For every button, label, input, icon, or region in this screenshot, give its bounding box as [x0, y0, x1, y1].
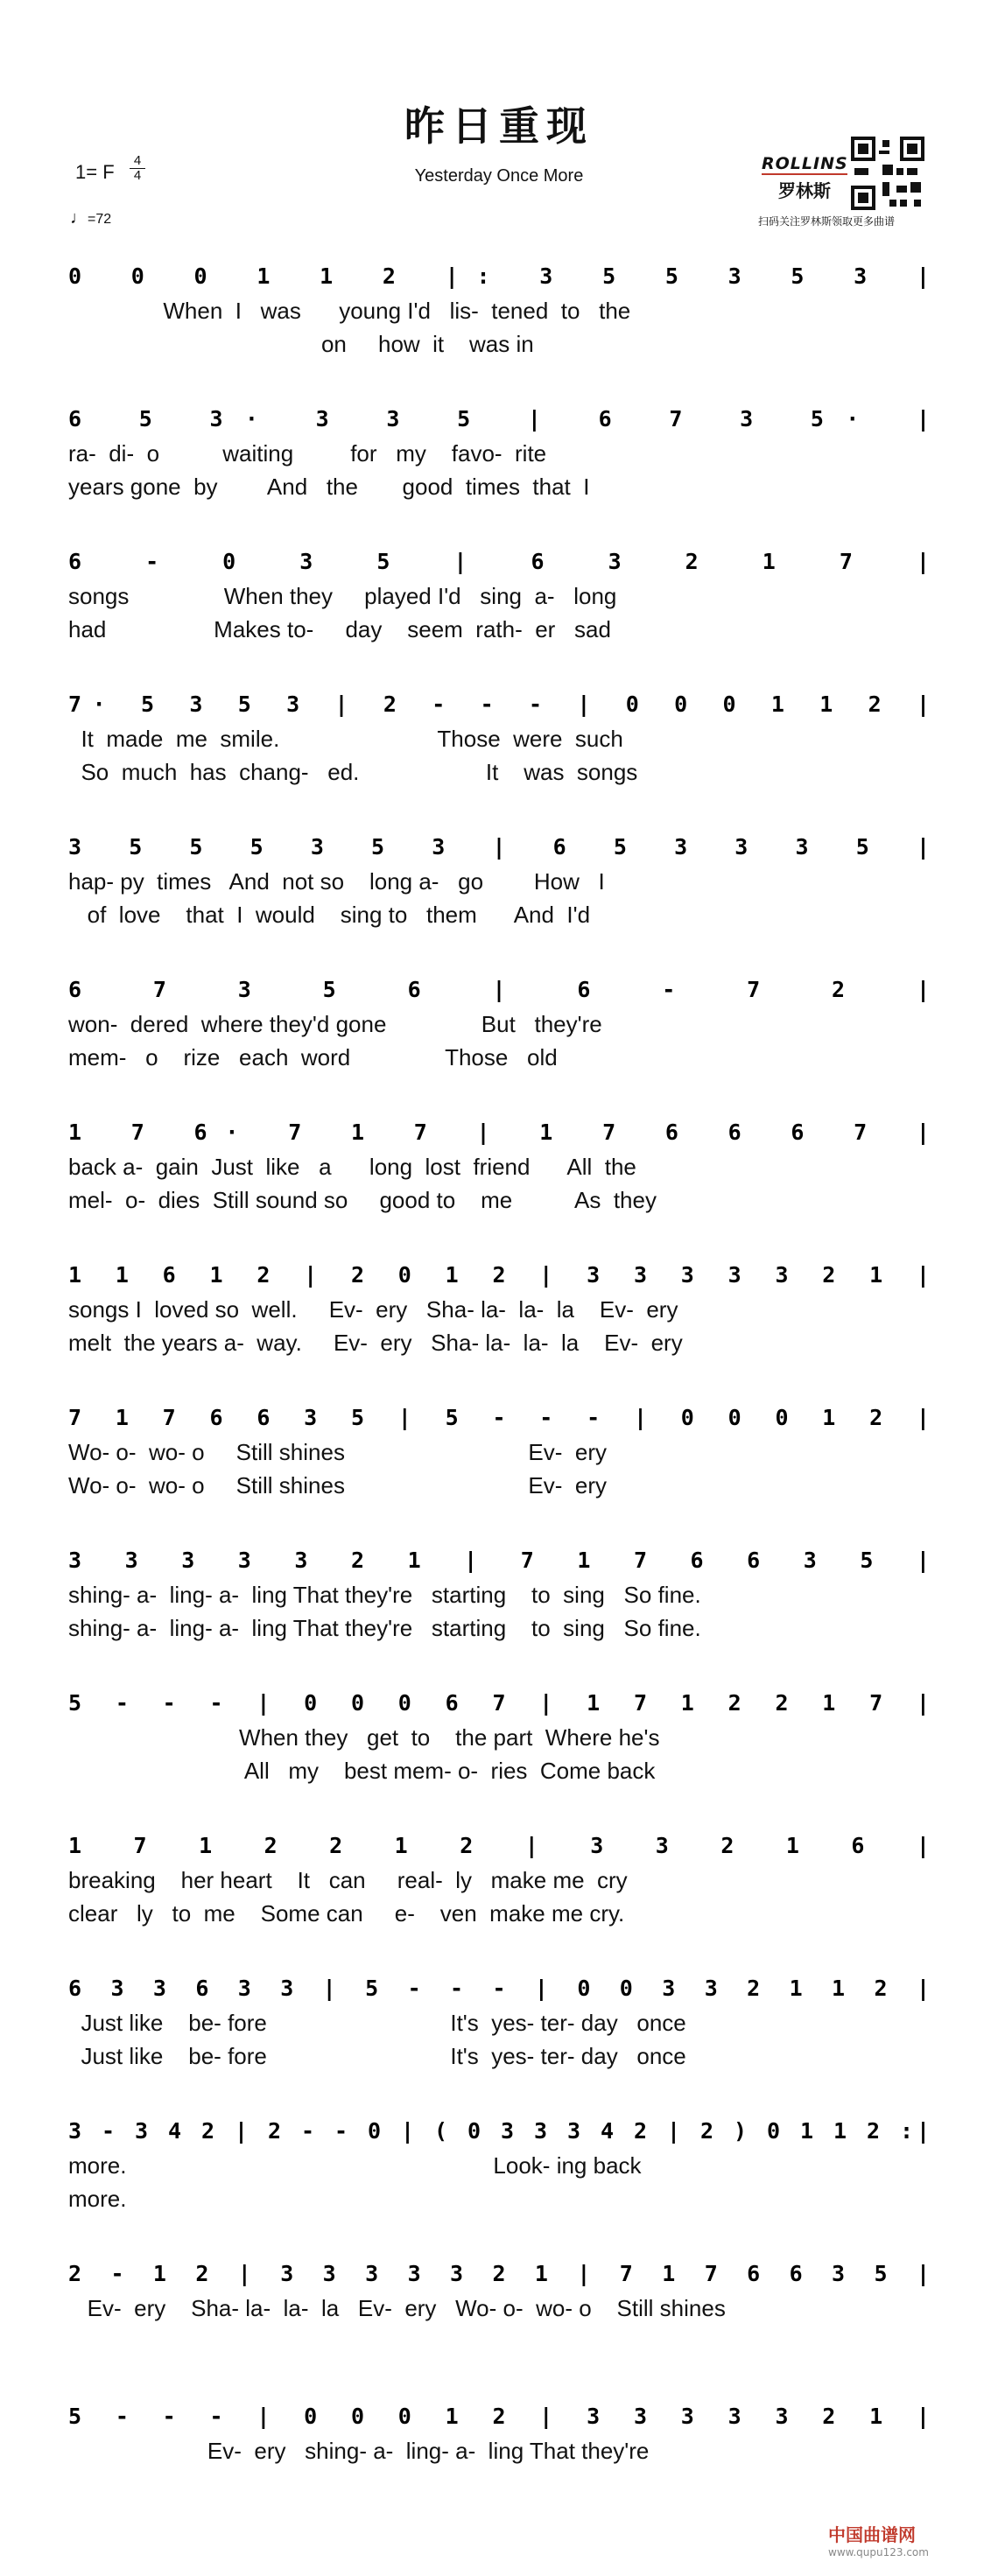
note-line — [68, 682, 930, 726]
lyric-verse-1: shing- a- ling- a- ling That they're starting to sing So fine. — [68, 1582, 701, 1608]
score-row — [68, 539, 930, 644]
note-line — [68, 2251, 930, 2295]
note-line — [68, 1110, 930, 1154]
jianpu-notes: 5 - - - | 0 0 0 1 2 | 3 3 3 3 3 2 1 | — [68, 2404, 930, 2429]
lyric-verse-1: won- dered where they'd gone But they're — [68, 1011, 602, 1037]
lyric-verse-1: more. Look- ing back — [68, 2152, 642, 2179]
time-signature — [130, 154, 145, 183]
lyric-verse-2: years gone by And the good times that I — [68, 474, 590, 500]
note-line — [68, 2109, 930, 2152]
note-line — [68, 397, 930, 440]
note-line — [68, 1253, 930, 1296]
tempo-value: =72 — [88, 212, 112, 227]
score-row — [68, 1966, 930, 2071]
song-title: 昨日重现 — [404, 102, 594, 150]
lyric-verse-2: on how it was in — [68, 331, 534, 357]
jianpu-notes: 6 3 3 6 3 3 | 5 - - - | 0 0 3 3 2 1 1 2 | — [68, 1976, 930, 2001]
song-subtitle: Yesterday Once More — [414, 166, 584, 186]
jianpu-notes: 3 3 3 3 3 2 1 | 7 1 7 6 6 3 5 | — [68, 1548, 930, 1573]
lyric-verse-1: Just like be- fore It's yes- ter- day once — [68, 2010, 686, 2036]
time-top: 4 — [133, 153, 142, 168]
note-line — [68, 539, 930, 583]
lyric-verse-2: melt the years a- way. Ev- ery Sha- la- la- la Ev- ery — [68, 1330, 683, 1356]
lyric-verse-1: It made me smile. Those were such — [68, 726, 623, 752]
jianpu-notes: 1 7 1 2 2 1 2 | 3 3 2 1 6 | — [68, 1833, 930, 1858]
score-row — [68, 682, 930, 787]
lyric-verse-2: mem- o rize each word Those old — [68, 1044, 558, 1070]
lyric-verse-1: breaking her heart It can real- ly make me cry — [68, 1867, 628, 1893]
lyric-verse-1: hap- py times And not so long a- go How I — [68, 868, 605, 895]
site-name: 中国曲谱网 — [828, 2524, 916, 2545]
jianpu-notes: 0 0 0 1 1 2 |: 3 5 5 3 5 3 | — [68, 263, 930, 289]
jianpu-notes: 7 1 7 6 6 3 5 | 5 - - - | 0 0 0 1 2 | — [68, 1405, 930, 1430]
lyric-verse-2: had Makes to- day seem rath- er sad — [68, 616, 611, 642]
note-line — [68, 825, 930, 868]
score-row — [68, 1823, 930, 1928]
jianpu-notes: 6 - 0 3 5 | 6 3 2 1 7 | — [68, 549, 930, 574]
score-row — [68, 397, 930, 502]
quarter-note-icon: ♩ — [70, 208, 88, 228]
lyric-verse-2: shing- a- ling- a- ling That they're starting to sing So fine. — [68, 1615, 701, 1641]
lyric-verse-2: All my best mem- o- ries Come back — [68, 1758, 656, 1784]
note-line — [68, 967, 930, 1011]
lyric-verse-1: When I was young I'd lis- tened to the — [68, 298, 631, 324]
site-url: www.qupu123.com — [828, 2546, 929, 2558]
score-row — [68, 1681, 930, 1786]
lyric-verse-1: Ev- ery Sha- la- la- la Ev- ery Wo- o- wo- o Still shines — [68, 2295, 726, 2321]
lyric-verse-1: songs When they played I'd sing a- long — [68, 583, 617, 609]
note-line — [68, 2394, 930, 2438]
brand-block — [762, 154, 847, 202]
lyric-verse-1: When they get to the part Where he's — [68, 1724, 660, 1751]
jianpu-notes: 6 7 3 5 6 | 6 - 7 2 | — [68, 977, 930, 1002]
score-row — [68, 254, 930, 359]
qr-code-icon — [851, 137, 924, 210]
lyric-verse-1: songs I loved so well. Ev- ery Sha- la- la- la Ev- ery — [68, 1296, 678, 1323]
score-row — [68, 967, 930, 1072]
lyric-verse-2: Wo- o- wo- o Still shines Ev- ery — [68, 1472, 607, 1499]
note-line — [68, 1681, 930, 1724]
score-row — [68, 1395, 930, 1500]
lyric-verse-2: mel- o- dies Still sound so good to me As they — [68, 1187, 657, 1213]
score-row — [68, 1538, 930, 1643]
lyric-verse-1: Ev- ery shing- a- ling- a- ling That they're — [68, 2438, 650, 2464]
jianpu-notes: 7· 5 3 5 3 | 2 - - - | 0 0 0 1 1 2 | — [68, 691, 930, 717]
jianpu-notes: 3 - 3 4 2 | 2 - - 0 | ( 0 3 3 3 4 2 | 2 ) 0 1 1 2 :| — [68, 2118, 930, 2144]
score-row — [68, 825, 930, 930]
score-row — [68, 1110, 930, 1215]
tempo-marking — [70, 208, 111, 228]
lyric-verse-2: clear ly to me Some can e- ven make me cry. — [68, 1900, 625, 1927]
score-row — [68, 2251, 930, 2356]
lyric-verse-1: Wo- o- wo- o Still shines Ev- ery — [68, 1439, 607, 1465]
scan-note: 扫码关注罗林斯领取更多曲谱 — [758, 215, 896, 228]
note-line — [68, 1538, 930, 1582]
lyric-verse-2: So much has chang- ed. It was songs — [68, 759, 638, 785]
jianpu-notes: 1 1 6 1 2 | 2 0 1 2 | 3 3 3 3 3 2 1 | — [68, 1262, 930, 1288]
lyric-verse-2: Just like be- fore It's yes- ter- day once — [68, 2043, 686, 2069]
brand-name: 罗林斯 — [778, 180, 831, 201]
note-line — [68, 1823, 930, 1867]
jianpu-notes: 2 - 1 2 | 3 3 3 3 3 2 1 | 7 1 7 6 6 3 5 | — [68, 2261, 930, 2286]
note-line — [68, 1395, 930, 1439]
score-row — [68, 1253, 930, 1358]
score-row — [68, 2109, 930, 2214]
note-line — [68, 1966, 930, 2010]
jianpu-notes: 6 5 3· 3 3 5 | 6 7 3 5· | — [68, 406, 930, 432]
jianpu-notes: 1 7 6· 7 1 7 | 1 7 6 6 6 7 | — [68, 1120, 930, 1145]
time-bottom: 4 — [130, 168, 145, 183]
lyric-verse-2: of love that I would sing to them And I'd — [68, 902, 591, 928]
lyric-verse-1: back a- gain Just like a long lost friend All the — [68, 1154, 636, 1180]
note-line — [68, 254, 930, 298]
lyric-verse-1: ra- di- o waiting for my favo- rite — [68, 440, 547, 467]
jianpu-notes: 3 5 5 5 3 5 3 | 6 5 3 3 3 5 | — [68, 834, 930, 860]
footer-watermark — [828, 2521, 929, 2558]
jianpu-notes: 5 - - - | 0 0 0 6 7 | 1 7 1 2 2 1 7 | — [68, 1690, 930, 1716]
lyric-verse-2: more. — [68, 2186, 127, 2212]
brand-logo: ROLLINS — [762, 154, 848, 173]
key-signature: 1= F — [75, 161, 115, 183]
score-row — [68, 2394, 930, 2499]
